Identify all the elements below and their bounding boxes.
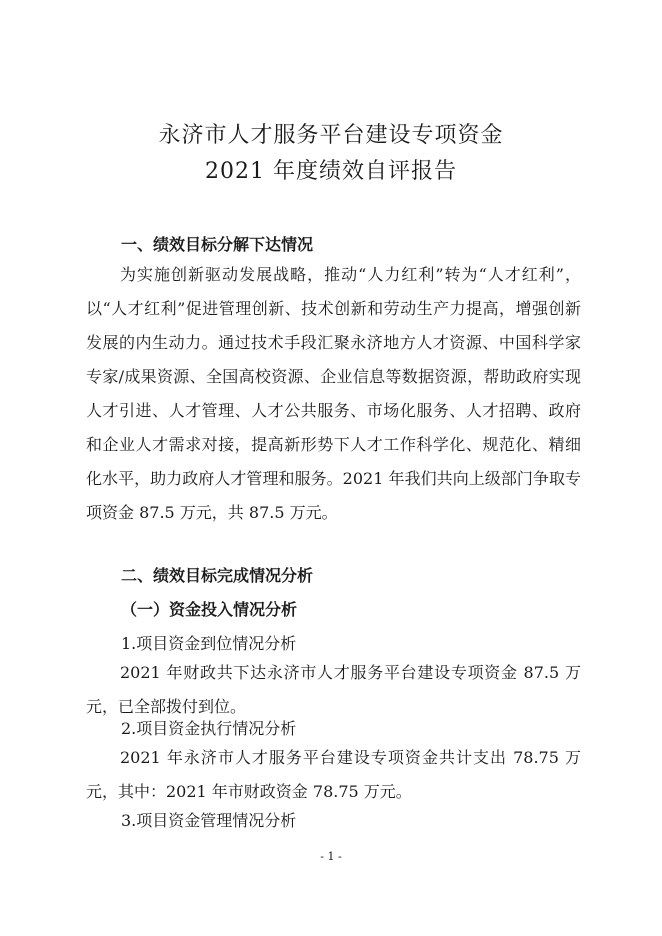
page-number: - 1 - [320, 850, 342, 863]
section1-heading: 一、绩效目标分解下达情况 [121, 235, 314, 254]
item3-title: 3.项目资金管理情况分析 [121, 811, 297, 830]
item1-paragraph: 2021 年财政共下达永济市人才服务平台建设专项资金 87.5 万元，已全部拨付到位。 [86, 663, 581, 716]
item2-paragraph: 2021 年永济市人才服务平台建设专项资金共计支出 78.75 万元，其中：2021 年市财政资金 78.75 万元。 [86, 748, 581, 801]
document-title-line2: 2021 年度绩效自评报告 [205, 159, 457, 184]
section1-paragraph: 为实施创新驱动发展战略，推动“人力红利”转为“人才红利”，以“人才红利”促进管理创新、技术创新和劳动生产力提高，增强创新发展的内生动力。通过技术手段汇聚永济地方人才资源、中国科学家专家/成果资源、全国高校资源、企业信息等数据资源，帮助政府实现人才引进、人才管理、人才公共服务、市场化服务、人才招聘、政府和企业人才需求对接，提高新形势下人才工作科学化、规范化、精细化水平，助力政府人才管理和服务。2021 年我们共向上级部门争取专项资金 87.5 万元，共 87.5 万元。 [86, 265, 581, 522]
subsection1-heading: （一）资金投入情况分析 [121, 600, 298, 619]
document-title-line1: 永济市人才服务平台建设专项资金 [158, 123, 504, 148]
section2-heading: 二、绩效目标完成情况分析 [121, 566, 314, 585]
item2-title: 2.项目资金执行情况分析 [121, 719, 297, 738]
item1-title: 1.项目资金到位情况分析 [121, 634, 297, 653]
